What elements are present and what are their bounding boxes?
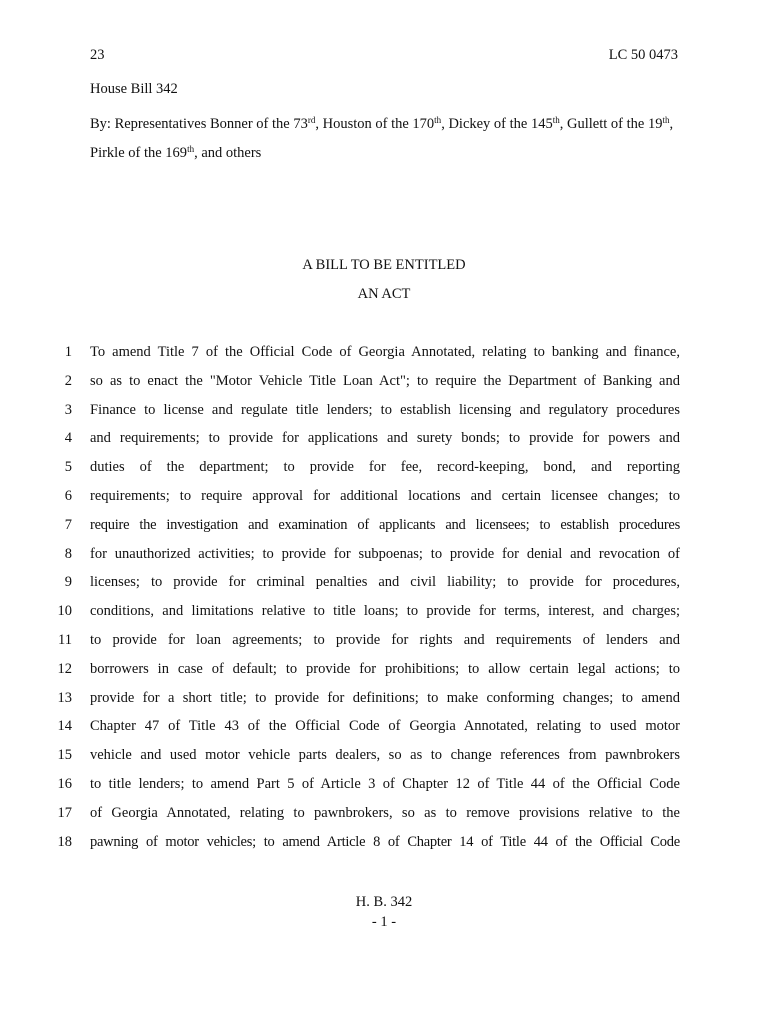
bill-number: House Bill 342 [90, 81, 178, 97]
line-text: so as to enact the "Motor Vehicle Title Loan Act"; to require the Department of Banking and [90, 372, 680, 389]
line-text: vehicle and used motor vehicle parts dealers, so as to change references from pawnbrokers [90, 747, 680, 764]
line-text: require the investigation and examination of applicants and licensees; to establish procedures [90, 516, 680, 533]
numbered-line [50, 544, 680, 573]
numbered-line [50, 400, 680, 429]
line-number: 18 [57, 833, 72, 850]
numbered-line [50, 803, 680, 832]
numbered-line [50, 745, 680, 774]
numbered-line [50, 630, 680, 659]
line-text: provide for a short title; to provide for definitions; to make conforming changes; to amend [90, 689, 680, 706]
line-text: pawning of motor vehicles; to amend Article 8 of Chapter 14 of Title 44 of the Official Code [90, 833, 680, 850]
line-number: 7 [64, 516, 72, 533]
line-text: and requirements; to provide for applications and surety bonds; to provide for powers and [90, 430, 680, 447]
footer-page-number: - 1 - [371, 914, 397, 930]
line-text: requirements; to require approval for additional locations and certain licensee changes; to [90, 487, 680, 504]
line-text: of Georgia Annotated, relating to pawnbrokers, so as to remove provisions relative to the [90, 804, 680, 821]
numbered-line [50, 601, 680, 630]
numbered-line [50, 457, 680, 486]
numbered-line [50, 688, 680, 717]
line-number: 10 [57, 603, 72, 620]
line-number: 16 [57, 775, 72, 792]
line-text: conditions, and limitations relative to title loans; to provide for terms, interest, and charges; [90, 603, 680, 620]
sponsors-text: , Houston of the 170 [315, 116, 435, 132]
line-text: To amend Title 7 of the Official Code of Georgia Annotated, relating to banking and finance, [90, 344, 680, 360]
line-number: 2 [64, 372, 72, 389]
line-number: 11 [58, 631, 72, 648]
page-reference-number: 23 [90, 47, 105, 63]
numbered-line [50, 428, 680, 457]
lc-code: LC 50 0473 [608, 47, 678, 63]
numbered-line [50, 716, 680, 745]
line-text: to title lenders; to amend Part 5 of Article 3 of Chapter 12 of Title 44 of the Official Code [90, 775, 680, 792]
ordinal-suffix: th [187, 144, 195, 154]
bill-body [50, 342, 680, 860]
line-text: licenses; to provide for criminal penalties and civil liability; to provide for procedures, [90, 574, 680, 591]
ordinal-suffix: th [662, 115, 670, 125]
sponsors-text: By: Representatives Bonner of the 73 [90, 116, 308, 132]
sponsors-text: , Pirkle of the 169 [90, 116, 674, 161]
ordinal-suffix: rd [307, 115, 316, 125]
line-number: 3 [64, 401, 72, 418]
sponsors-line [90, 110, 680, 168]
line-number: 15 [57, 747, 72, 764]
numbered-line [50, 832, 680, 861]
line-number: 1 [64, 344, 72, 360]
line-number: 8 [64, 545, 72, 562]
numbered-line [50, 659, 680, 688]
line-number: 14 [57, 718, 72, 735]
line-text: duties of the department; to provide for fee, record-keeping, bond, and reporting [90, 459, 680, 476]
numbered-line [50, 371, 680, 400]
line-text: Chapter 47 of Title 43 of the Official Code of Georgia Annotated, relating to used motor [90, 718, 680, 735]
numbered-line [50, 342, 680, 371]
numbered-line [50, 774, 680, 803]
numbered-line [50, 572, 680, 601]
line-number: 6 [64, 487, 72, 504]
numbered-line [50, 486, 680, 515]
sponsors-text: , Gullett of the 19 [559, 116, 663, 132]
line-number: 9 [64, 574, 72, 591]
footer-bill-reference: H. B. 342 [355, 894, 413, 910]
ordinal-suffix: th [552, 115, 560, 125]
bill-title-line-2: AN ACT [357, 286, 411, 302]
line-number: 12 [57, 660, 72, 677]
bill-title-line-1: A BILL TO BE ENTITLED [302, 257, 466, 273]
ordinal-suffix: th [434, 115, 442, 125]
sponsors-text: , Dickey of the 145 [441, 116, 553, 132]
line-text: to provide for loan agreements; to provide for rights and requirements of lenders and [90, 631, 680, 648]
line-text: borrowers in case of default; to provide for prohibitions; to allow certain legal actions; to [90, 660, 680, 677]
line-number: 17 [57, 804, 72, 821]
line-text: Finance to license and regulate title lenders; to establish licensing and regulatory procedures [90, 401, 680, 418]
sponsors-text: , and others [194, 145, 262, 161]
line-number: 5 [64, 459, 72, 476]
line-number: 4 [64, 430, 72, 447]
line-text: for unauthorized activities; to provide for subpoenas; to provide for denial and revocation of [90, 545, 680, 562]
line-number: 13 [57, 689, 72, 706]
numbered-line [50, 515, 680, 544]
